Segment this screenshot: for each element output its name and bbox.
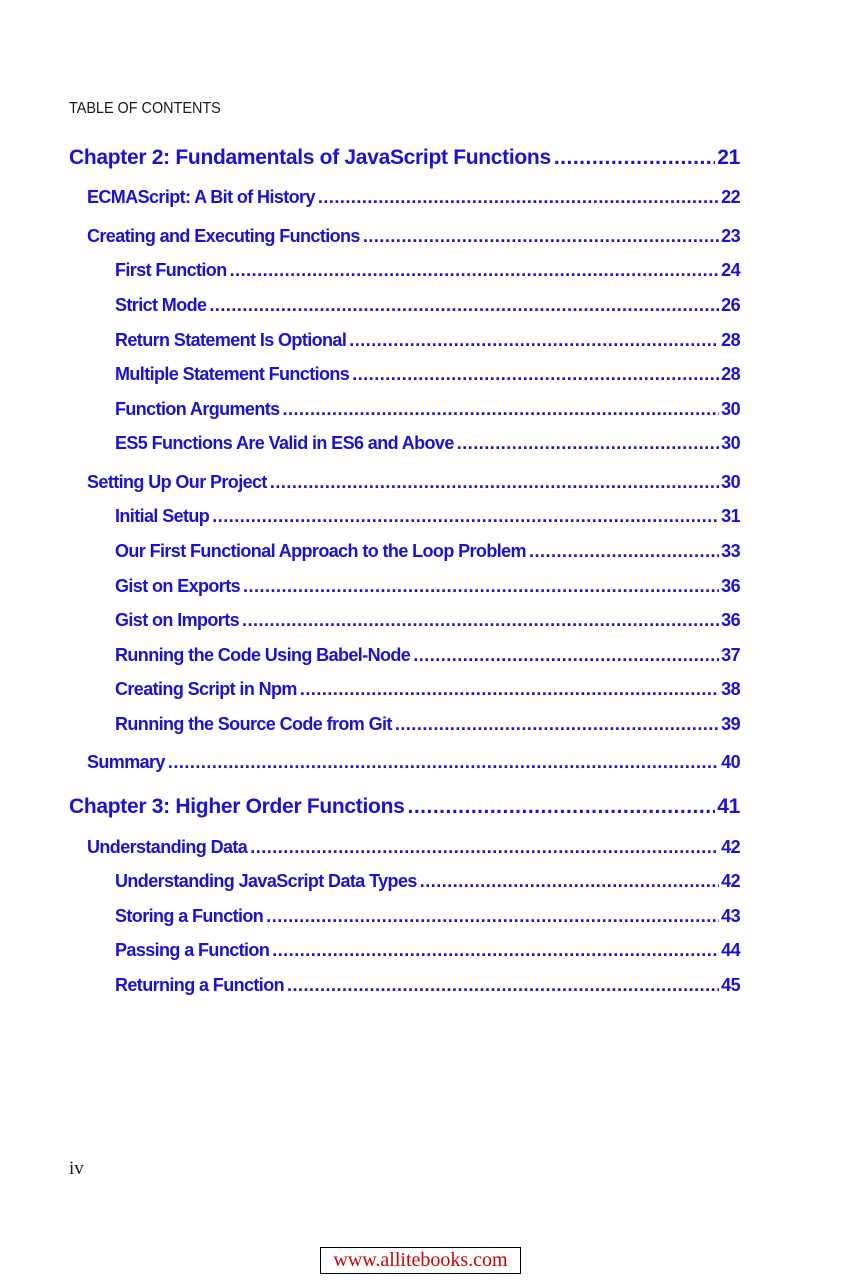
toc-leader-dots [287, 975, 719, 996]
toc-entry-page: 33 [721, 541, 740, 561]
toc-entry[interactable] [115, 906, 740, 928]
toc-entry-page: 38 [721, 679, 740, 699]
page-number: iv [69, 1158, 84, 1179]
toc-entry[interactable] [87, 752, 740, 774]
toc-entry-title: Strict Mode [115, 295, 207, 315]
toc-entry[interactable] [115, 330, 740, 352]
toc-entry-page: 41 [717, 795, 740, 818]
toc-leader-dots [250, 837, 719, 858]
toc-entry-title: ECMAScript: A Bit of History [87, 187, 315, 207]
toc-entry-title: Creating and Executing Functions [87, 226, 360, 246]
toc-leader-dots [270, 472, 719, 493]
toc-leader-dots [413, 645, 719, 666]
toc-entry-page: 43 [721, 906, 740, 926]
toc-entry-page: 28 [721, 364, 740, 384]
toc-entry-title: Creating Script in Npm [115, 679, 297, 699]
toc-entry-page: 30 [721, 472, 740, 492]
toc-entry-title: Gist on Imports [115, 610, 240, 630]
toc-leader-dots [363, 226, 719, 247]
toc-entry-page: 40 [721, 752, 740, 772]
toc-entry-page: 26 [721, 295, 740, 315]
toc-entry-page: 30 [721, 433, 740, 453]
toc-leader-dots [457, 433, 719, 454]
toc-entry[interactable] [87, 472, 740, 494]
toc-entry-title: Function Arguments [115, 399, 280, 419]
toc-entry[interactable] [115, 576, 740, 598]
toc-entry-page: 31 [721, 506, 740, 526]
toc-entry-title: Running the Code Using Babel-Node [115, 645, 411, 665]
toc-entry[interactable] [115, 295, 740, 317]
toc-entry[interactable] [115, 940, 740, 962]
toc-entry[interactable] [115, 399, 740, 421]
toc-entry-title: Return Statement Is Optional [115, 330, 347, 350]
toc-entry-title: First Function [115, 260, 227, 280]
toc-leader-dots [266, 906, 719, 927]
toc-leader-dots [209, 295, 719, 316]
toc-entry-title: Returning a Function [115, 975, 284, 995]
toc-leader-dots [272, 940, 719, 961]
toc-entry-chapter-3[interactable] [69, 795, 740, 821]
toc-leader-dots [554, 146, 715, 170]
toc-leader-dots [242, 610, 719, 631]
toc-entry[interactable] [115, 610, 740, 632]
toc-entry[interactable] [87, 187, 740, 209]
toc-entry[interactable] [115, 506, 740, 528]
toc-leader-dots [283, 399, 720, 420]
toc-entry[interactable] [115, 364, 740, 386]
toc-entry-page: 44 [721, 940, 740, 960]
toc-leader-dots [352, 364, 719, 385]
toc-entry-page: 30 [721, 399, 740, 419]
toc-entry-title: Understanding JavaScript Data Types [115, 871, 417, 891]
toc-leader-dots [349, 330, 719, 351]
toc-leader-dots [230, 260, 720, 281]
toc-entry-title: Running the Source Code from Git [115, 714, 392, 734]
toc-entry-title: Storing a Function [115, 906, 264, 926]
toc-entry-page: 45 [721, 975, 740, 995]
toc-entry-page: 24 [721, 260, 740, 280]
toc-entry-page: 28 [721, 330, 740, 350]
toc-entry-page: 22 [721, 187, 740, 207]
watermark-link[interactable]: www.allitebooks.com [320, 1247, 521, 1274]
toc-leader-dots [300, 679, 719, 700]
toc-entry[interactable] [115, 433, 740, 455]
toc-entry[interactable] [115, 714, 740, 736]
toc-leader-dots [529, 541, 719, 562]
toc-entry-page: 39 [721, 714, 740, 734]
toc-entry-page: 36 [721, 610, 740, 630]
toc-entry[interactable] [115, 541, 740, 563]
toc-entry-page: 37 [721, 645, 740, 665]
toc-entry[interactable] [115, 871, 740, 893]
toc-leader-dots [212, 506, 719, 527]
toc-entry-title: ES5 Functions Are Valid in ES6 and Above [115, 433, 454, 453]
toc-entry[interactable] [115, 975, 740, 997]
toc-leader-dots [395, 714, 719, 735]
toc-entry[interactable] [87, 226, 740, 248]
toc-entry[interactable] [115, 645, 740, 667]
toc-entry[interactable] [115, 679, 740, 701]
toc-entry[interactable] [87, 837, 740, 859]
toc-entry-title: Multiple Statement Functions [115, 364, 350, 384]
toc-leader-dots [420, 871, 719, 892]
toc-leader-dots [243, 576, 719, 597]
toc-entry-page: 42 [721, 837, 740, 857]
toc-entry-page: 36 [721, 576, 740, 596]
toc-entry-page: 23 [721, 226, 740, 246]
toc-entry-title: Initial Setup [115, 506, 210, 526]
toc-entry[interactable] [115, 260, 740, 282]
toc-entry-title: Our First Functional Approach to the Loop Problem [115, 541, 526, 561]
running-head: TABLE OF CONTENTS [69, 100, 221, 117]
toc-entry-chapter-2[interactable] [69, 146, 740, 172]
toc-entry-title: Chapter 3: Higher Order Functions [69, 795, 405, 818]
toc-leader-dots [318, 187, 719, 208]
toc-leader-dots [407, 795, 715, 819]
toc-entry-title: Chapter 2: Fundamentals of JavaScript Functions [69, 146, 551, 169]
toc-entry-page: 42 [721, 871, 740, 891]
toc-entry-page: 21 [717, 146, 740, 169]
toc-entry-title: Understanding Data [87, 837, 248, 857]
toc-entry-title: Summary [87, 752, 165, 772]
toc-leader-dots [168, 752, 719, 773]
toc-entry-title: Setting Up Our Project [87, 472, 267, 492]
toc-entry-title: Passing a Function [115, 940, 270, 960]
toc-entry-title: Gist on Exports [115, 576, 241, 596]
